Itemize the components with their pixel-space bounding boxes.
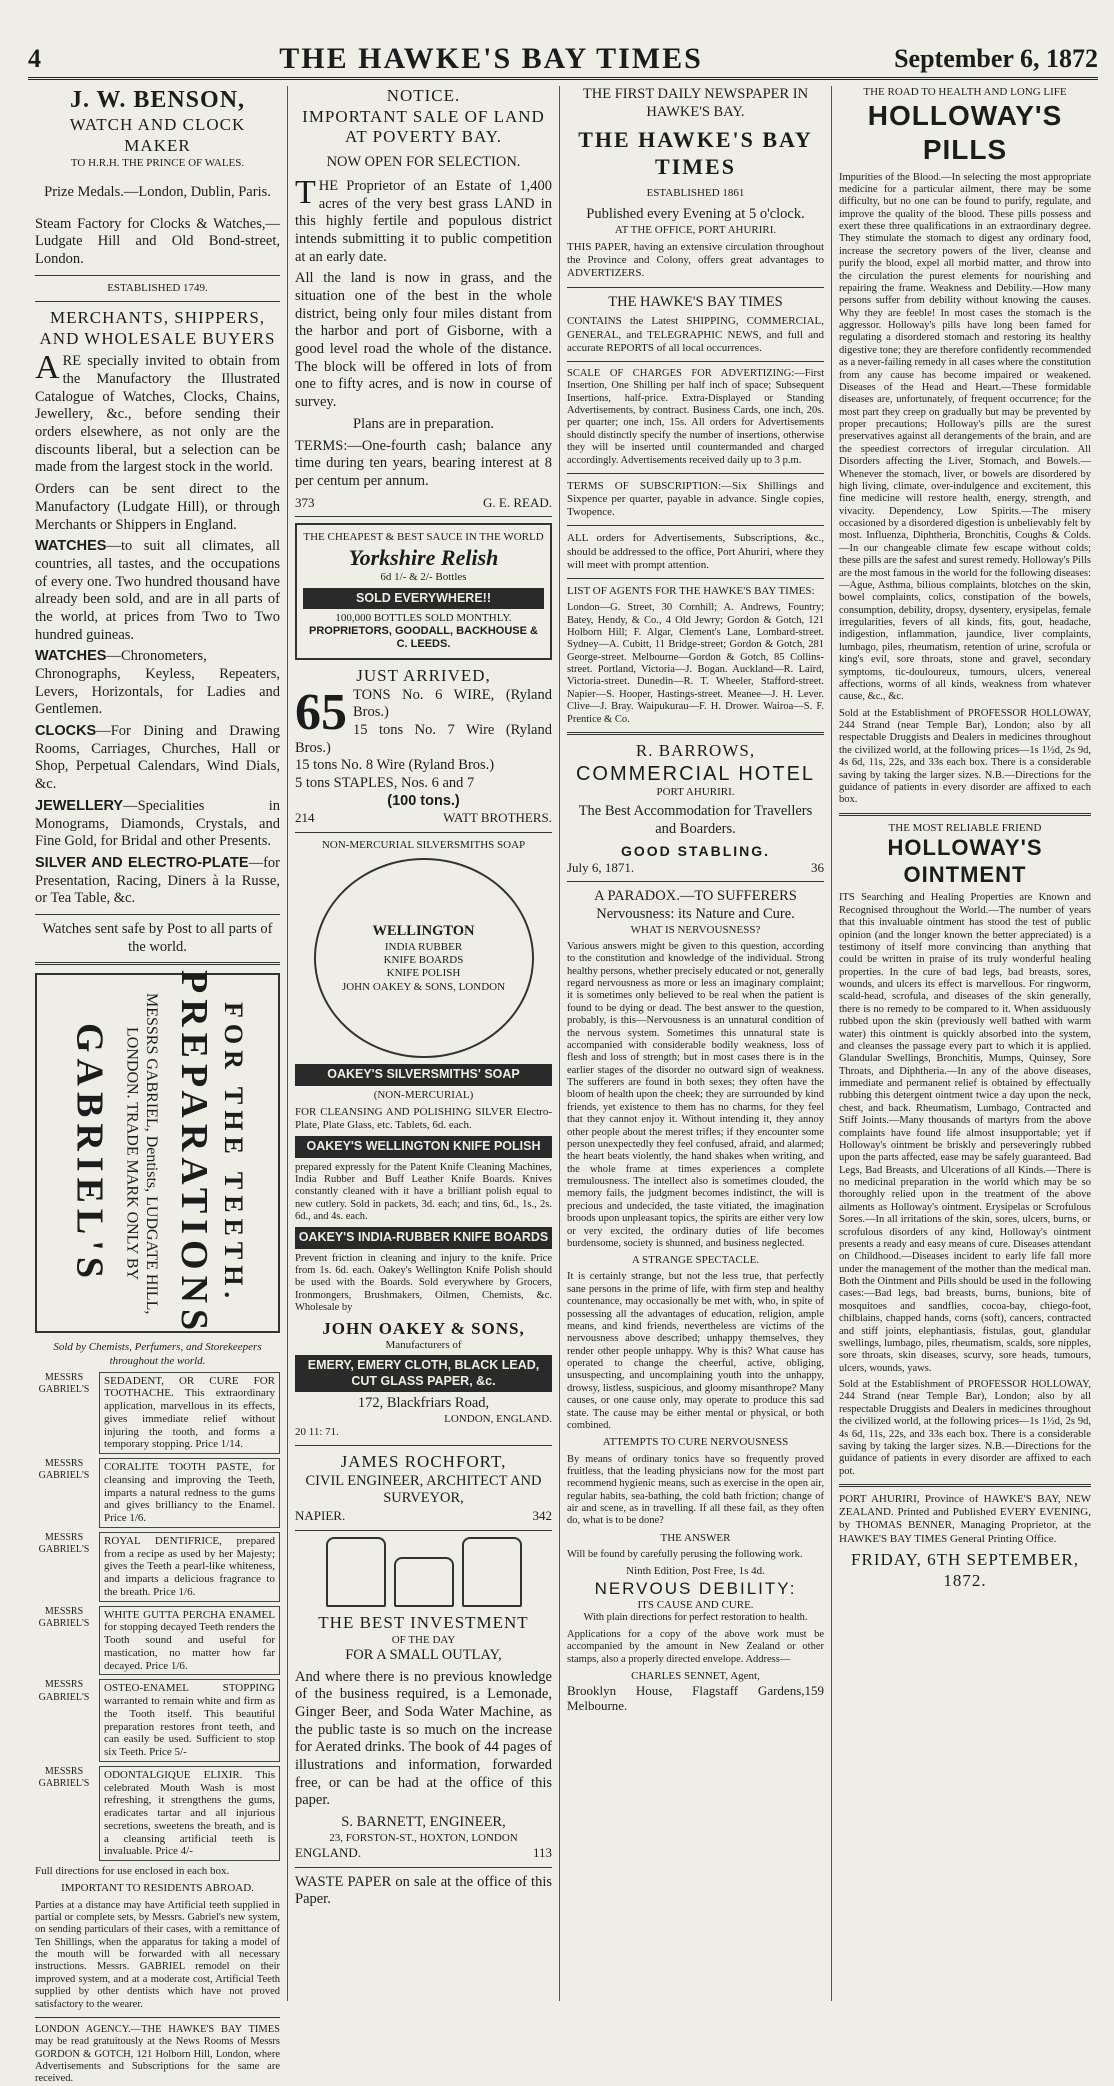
sale-heading: IMPORTANT SALE OF LAND AT POVERTY BAY. xyxy=(302,106,545,147)
oakey-soap: OAKEY'S SILVERSMITHS' SOAP xyxy=(295,1064,552,1085)
gabriel-item-text: ODONTALGIQUE ELIXIR. This celebrated Mouth Wash is most refreshing, it strengthens the gums, eradicates tartar and all injurious secretions, sweetens the breath, and is a cleansing artificial teeth is invaluable. Price 4/- xyxy=(99,1766,280,1861)
attempts-heading: ATTEMPTS TO CURE NERVOUSNESS xyxy=(602,1436,789,1449)
soda-machine-illustration xyxy=(295,1537,552,1607)
just-arrived: JUST ARRIVED, xyxy=(356,665,491,685)
office: AT THE OFFICE, PORT AHURIRI. xyxy=(614,223,777,236)
oakey-soap-text: FOR CLEANSING AND POLISHING SILVER Electro-Plate, Plate Glass, etc. Tablets, 6d. each. xyxy=(295,1105,552,1132)
gabriel-item-text: OSTEO-ENAMEL STOPPING warranted to remain white and firm as the Tooth itself. This beautiful preparation restores front teeth, and can easily be used. Sufficient to stop six Teeth. Price 5/- xyxy=(99,1679,280,1762)
wire-line: (100 tons.) xyxy=(387,792,460,809)
divider xyxy=(567,732,824,735)
strange-text: It is certainly strange, but not the less true, that perfectly sane persons in the prime of life, with firm step and healthy countenance, may occasionally be met with, who, in spite of possessing all the advantages of education, religion, ample means, and kind friends, nevertheless are victims of the nervousness above described; unhappy themselves, they render other people unhappy. Why is this? What cause has operated to change the cheerful, active, obliging, unsuspecting, and uncomplaining youth into the unhappy, drowsy, listless, suspicious, and gloomy misanthrope? Many causes, or one cause only, may operate to produce this sad state. The cause may be either mental or physical, or both combined. xyxy=(567,1271,824,1431)
invest-heading: THE BEST INVESTMENT xyxy=(318,1613,529,1632)
clocks-text: —For Dining and Drawing Rooms, Carriages, Churches, Hall or Shop, Perpetual Calendars, Wind Dials, &c. xyxy=(35,723,280,793)
nervous-sub: Nervousness: its Nature and Cure. xyxy=(596,906,795,923)
watches-heading: WATCHES xyxy=(35,538,107,555)
prize-medals: Prize Medals.—London, Dublin, Paris. xyxy=(44,183,271,200)
answer-text: Will be found by carefully perusing the following work. xyxy=(567,1548,803,1560)
important-text: Parties at a distance may have Artificial teeth supplied in partial or complete sets, by Messrs. Gabriel's new system, on sending particulars of their cases, with a remittance of Ten Shillings, when the apparatus for taking a model of the mouth will be forwarded with all necessary instructions. Messrs. GABRIEL remodel on their improved system, and at a moderate cost, Artificial Teeth supplied by other dentists which have not proved satisfactory to the wearer. xyxy=(35,1899,280,2010)
watches-heading-2: WATCHES xyxy=(35,648,107,665)
relish-bottles: 100,000 BOTTLES SOLD MONTHLY. xyxy=(335,611,512,624)
page-number: 4 xyxy=(28,43,41,73)
ad-number: 373 xyxy=(295,494,315,510)
oakey-boards-title: OAKEY'S INDIA-RUBBER KNIFE BOARDS xyxy=(295,1227,552,1248)
oakey-sons: JOHN OAKEY & SONS, xyxy=(322,1318,525,1338)
holloways-ointment-title: HOLLOWAY'S OINTMENT xyxy=(887,834,1043,887)
notice-heading: NOTICE. xyxy=(386,86,461,105)
paradox-heading: A PARADOX.—TO SUFFERERS xyxy=(594,888,797,905)
gabriel-sold: Sold by Chemists, Perfumers, and Storekeepers throughout the world. xyxy=(53,1341,262,1367)
relish-proprietors: PROPRIETORS, GOODALL, BACKHOUSE & C. LEEDS. xyxy=(309,625,538,651)
gabriel-label: MESSRS GABRIEL'S xyxy=(38,1765,90,1790)
waste-paper: WASTE PAPER on sale at the office of this Paper. xyxy=(295,1873,552,1908)
divider xyxy=(295,1530,552,1531)
relish-title: Yorkshire Relish xyxy=(348,544,499,570)
barrows: R. BARROWS, xyxy=(635,740,756,760)
road-heading: THE ROAD TO HEALTH AND LONG LIFE xyxy=(863,86,1067,98)
divider xyxy=(839,1484,1091,1487)
gabriel-item xyxy=(35,1606,280,1676)
rochfort-title: CIVIL ENGINEER, ARCHITECT AND SURVEYOR, xyxy=(305,1472,542,1507)
gabriel-item-text: CORALITE TOOTH PASTE, for cleansing and improving the Teeth, imparts a natural redness to the gums and gives brilliancy to the Enamel. Price 1/6. xyxy=(99,1458,280,1528)
benson-name: J. W. BENSON, xyxy=(69,87,246,113)
gabriel-label: MESSRS GABRIEL'S xyxy=(38,1605,90,1629)
gabriel-label: MESSRS GABRIEL'S xyxy=(38,1531,90,1556)
oakey-boards-text: Prevent friction in cleaning and injury to the knife. Price from 1s. 6d. each. Oakey's Wellington Knife Polish should be used with the Boards. Sold everywhere by Grocers, Ironmongers, Brushmakers, Oilmen, Chemists, &c. Wholesale by xyxy=(295,1252,552,1314)
divider xyxy=(35,275,280,276)
land-signature-row xyxy=(295,495,552,511)
what-is: WHAT IS NERVOUSNESS? xyxy=(630,923,761,936)
gabriel-trademark: MESSRS GABRIEL, Dentists, LUDGATE HILL, LONDON. TRADE MARK ONLY BY xyxy=(123,992,160,1314)
masthead xyxy=(28,40,1098,80)
barnett-address: 23, FORSTON-ST., HOXTON, LONDON xyxy=(329,1831,518,1844)
wire-65: 65 xyxy=(295,683,347,741)
relish-sold: SOLD EVERYWHERE!! xyxy=(303,588,544,609)
gabriel-label: MESSRS GABRIEL'S xyxy=(38,1458,90,1482)
oakey-boards: KNIFE BOARDS xyxy=(383,954,464,967)
divider xyxy=(567,287,824,288)
good-stabling: GOOD STABLING. xyxy=(620,842,771,859)
full-directions: Full directions for use enclosed in each box. xyxy=(35,1865,230,1878)
divider xyxy=(295,1445,552,1446)
oakey-nonmerc: (NON-MERCURIAL) xyxy=(373,1088,474,1101)
divider xyxy=(295,1867,552,1868)
merchants-heading: MERCHANTS, SHIPPERS, AND WHOLESALE BUYERS xyxy=(39,307,276,348)
contains: CONTAINS the Latest SHIPPING, COMMERCIAL, GENERAL, and TELEGRAPHIC NEWS, and full and accurate REPORTS of all local occurrences. xyxy=(567,315,824,354)
terms-subscription: TERMS OF SUBSCRIPTION:—Six Shillings and Sixpence per quarter, payable in advance. Single copies, Twopence. xyxy=(567,479,824,519)
divider xyxy=(295,832,552,833)
pills-text: Impurities of the Blood.—In selecting the most appropriate medicine for a particular ailment, there may be some difficulty, but no one can be found to purify, regulate, and improve the quality of the blood. These pills possess and exert these three qualifications in an extraordinary degree. They stimulate the stomach to digest any ordinary food, increase the secretory powers of the liver, cleanse and purify the blood, expel all morbid matter, and throw into the circulation the purest elements for nourishing and repairing the frame. Weakness and Debility.—How many persons suffer from debility without knowing the causes. Why they are feeble! In most cases the stomach is the aggressor. Holloway's pills have long been famed for regulating a disordered stomach and restoring its healthy digestive tone; they are therefore confidently recommended as a never-failing remedy in all cases where the constitution from any cause has become impaired or weakened. Diseases of the Head and Heart.—These formidable diseases are, unfortunately, of frequent occurrence; for the most part they creep on gradually but may be prevented by proper precautions; Holloway's pills are the surest preservatives against all derangements of the brain, and are the speediest correctors of irregular circulation. All Disorders affecting the Liver, Stomach, and Bowels.—Whenever the stomach, liver, or bowels are disordered by high living, climate, over-indulgence and excitement, this fine medicine will restore health, energy, strength, and vivacity. Dependency, Low Spirits.—The misery occasioned by a disordered digestion is unbelievably felt by most. Influenza, Diphtheria, Bronchitis, Coughs & Colds.—In our changeable climate few escape without colds; these pills are the safest and surest remedy. Holloway's Pills are the most famous in the world for the following diseases:—Ague, Asthma, bilious complaints, blotches on the skin, bowel complaints, colics, constipation of the bowels, consumption, debility, dropsy, dysentery, erysipelas, female irregularities, fevers of all kinds, fits, gout, headache, indigestion, inflammation, jaundice, liver complaints, lumbago, piles, rheumatism, retention of urine, scrofula or king's evil, sore throats, stone and gravel, secondary symptoms, tic-douloureux, tumours, ulcers, venereal affections, worms of all kinds, weakness from whatever cause, &c., &c. xyxy=(839,171,1091,703)
gabriel-item xyxy=(35,1679,280,1762)
gabriel-label: MESSRS GABRIEL'S xyxy=(38,1371,90,1395)
important-heading: IMPORTANT TO RESIDENTS ABROAD. xyxy=(61,1882,254,1895)
sennet: CHARLES SENNET, Agent, xyxy=(631,1669,760,1682)
oakey-knife: OAKEY'S WELLINGTON KNIFE POLISH xyxy=(295,1136,552,1157)
nervous-debility: NERVOUS DEBILITY: xyxy=(594,1578,797,1598)
divider xyxy=(35,962,280,965)
invest-sub: OF THE DAY xyxy=(391,1633,456,1646)
ad-number: 214 xyxy=(295,810,315,826)
relish-tagline: THE CHEAPEST & BEST SAUCE IN THE WORLD xyxy=(303,531,544,544)
scale-of-charges: SCALE OF CHARGES FOR ADVERTIZING:—First Insertion, One Shilling per half inch of space; Subsequent Insertions, half-price. Extra-Displayed or Standing Advertisements, by contract. Business Cards, one inch, 20s. per quarter; one inch, 15s. All orders for Advertisements should distinctly specify the number of insertions, otherwise they will be inserted until countermanded and charged accordingly. Advertisements received daily up to 3 p.m. xyxy=(567,367,824,466)
rochfort-row xyxy=(295,1508,552,1524)
gabriel-item xyxy=(35,1372,280,1455)
gabriel-item-text: SEDADENT, OR CURE FOR TOOTHACHE. This extraordinary application, marvellous in its effects, gives immediate relief without injuring the tooth, and forms a temporary stopping. Price 1/14. xyxy=(99,1372,280,1455)
clocks-heading: CLOCKS xyxy=(35,723,97,740)
barnett-row xyxy=(295,1845,552,1861)
applications: Applications for a copy of the above work must be accompanied by the amount in New Zealand or other stamps, also a properly directed envelope. Address— xyxy=(567,1628,824,1665)
times-heading: THE HAWKE'S BAY TIMES xyxy=(608,293,783,310)
machine-tank-icon xyxy=(326,1537,386,1607)
page-columns xyxy=(28,86,1098,2085)
wire-signature-row xyxy=(295,810,552,826)
sennet-row xyxy=(567,1683,824,1714)
column-4 xyxy=(832,86,1098,2001)
divider xyxy=(35,301,280,302)
divider xyxy=(35,2017,280,2018)
gabriel-for-teeth: FOR THE TEETH. xyxy=(218,1002,248,1305)
machine-tank-icon xyxy=(462,1537,522,1607)
oakey-soap-label: NON-MERCURIAL SILVERSMITHS SOAP xyxy=(321,839,526,852)
land-text-2: All the land is now in grass, and the situation one of the best in the whole district, being only four miles distant from the harbor and port of Gisborne, with a good level road the whole of the distance. The block will be offered in lots of from one to fifty acres, and is now in course of survey. xyxy=(295,270,552,411)
divider xyxy=(567,578,824,579)
oakey-india: INDIA RUBBER xyxy=(384,940,463,953)
oakey-london: LONDON, ENGLAND. xyxy=(444,1412,552,1425)
watches-text: —to suit all climates, all countries, all tastes, and the occupations of every one. Two hundred thousand have already been sold, and are in all parts of the world, at prices from Two to Two hundred guineas. xyxy=(35,538,280,643)
ninth-edition: Ninth Edition, Post Free, 1s 4d. xyxy=(626,1565,765,1578)
ad-number: 36 xyxy=(811,859,824,875)
divider xyxy=(567,361,824,362)
column-2 xyxy=(288,86,560,2001)
gabriel-item xyxy=(35,1458,280,1528)
ad-number: 159 xyxy=(804,1683,824,1699)
barnett: S. BARNETT, ENGINEER, xyxy=(341,1814,506,1831)
wire-line: 15 tons No. 8 Wire (Ryland Bros.) xyxy=(295,757,495,774)
rochfort-place: NAPIER. xyxy=(295,1508,346,1524)
oakey-wellington: WELLINGTON xyxy=(372,923,475,940)
divider xyxy=(295,516,552,517)
oakey-polish: KNIFE POLISH xyxy=(386,967,461,980)
signature: G. E. READ. xyxy=(483,494,552,510)
gabriel-item-text: WHITE GUTTA PERCHA ENAMEL for stopping decayed Teeth renders the Tooth sound and useful for mastication, no matter how far decayed. Price 1/6. xyxy=(99,1606,280,1676)
nervous-text: Various answers might be given to this question, according to the constitution and knowledge of the individual. Strong healthy persons, whether precisely educated or not, generally regard nervousness as more or less an imaginary complaint; it is sometimes only believed to be real when the patient is found to be dying or dead. The best answer to the question, probably, is this—Nervousness is an unnatural condition of the nervous system. Sometimes this unnatural state is accompanied with considerable bodily weakness, loss of flesh and loss of strength; but in most cases there is in the earlier stages of the disorder no outward sign of weakness. The sufferers are found in both sexes; they often have the bloom of health upon the cheek; they are surrounded by kind friends, yet existence to them has no charms, for they feel that they cannot enjoy it. Without intending it, they annoy other people about the merest trifles; if they encounter some person unexpectedly they feel confused, afraid, and alarmed; the heart beats violently, the hand shakes when writing, and the whole frame at times experiences a complete tremulousness. The intellect also is sometimes clouded, the memory fails, the judgment becomes indistinct, the will is precious and undecided, the taste vitiated, the imagination broods upon unpleasant topics, the spirits are either very low or very excited, the ordinary duties of life becomes burdensome, society is shunned, and business neglected. xyxy=(567,940,824,1249)
brooklyn: Brooklyn House, Flagstaff Gardens, Melbourne. xyxy=(567,1683,805,1714)
times-arch-title: THE HAWKE'S BAY TIMES xyxy=(578,127,813,180)
port: PORT AHURIRI. xyxy=(656,786,735,799)
signature: WATT BROTHERS. xyxy=(443,810,552,826)
agents-text: London—G. Street, 30 Cornhill; A. Andrews, Fountry; Batey, Hendy, & Co., 4 Old Jewry; Gordon & Gotch, 121 Holborn Hill; F. Algar, Clement's Lane, Lombard-street. Sydney—A. Cubitt, 11 Bridge-street; Gordon & Gotch, 281 George-street. Melbourne—Gordon & Gotch, 85 Collins-street. Portland, Victoria—J. Bogan. Auckland—R. Laird, Victoria-street. Dunedin—R. T. Wheeler, Stafford-street. Napier—S. Hooper, Hastings-street. Meanee—J. H. Lever. Clive—J. Bray. Waipukurau—F. H. Drower. Wairoa—S. F. Prentice & Co. xyxy=(567,602,824,725)
gabriel-item-text: ROYAL DENTIFRICE, prepared from a recipe as used by her Majesty; gives the Teeth a pearl-like whiteness, and imparts a delicious fragrance to the breath. Price 1/6. xyxy=(99,1532,280,1602)
invest-sub-2: FOR A SMALL OUTLAY, xyxy=(345,1646,502,1663)
barnett-england: ENGLAND. xyxy=(295,1844,362,1860)
paper-text: THIS PAPER, having an extensive circulation throughout the Province and Colony, offers great advantages to ADVERTIZERS. xyxy=(567,241,824,280)
oakey-portrait-emblem xyxy=(314,858,534,1058)
column-1 xyxy=(28,86,288,2085)
oakey-manu: Manufacturers of xyxy=(385,1339,462,1352)
answer-heading: THE ANSWER xyxy=(660,1531,731,1544)
london-agency: LONDON AGENCY.—THE HAWKE'S BAY TIMES may be read gratuitously at the News Rooms of Messrs GORDON & GOTCH, 121 Holborn Hill, London, where Advertisements and Subscriptions for the same are received. xyxy=(35,2023,280,2085)
divider xyxy=(35,914,280,915)
land-text: THE Proprietor of an Estate of 1,400 acres of the very best grass LAND in this highly fertile and populous district intends submitting it to public competition at an early date. xyxy=(295,173,552,265)
ointment-sold-at: Sold at the Establishment of PROFESSOR HOLLOWAY, 244 Strand (near Temple Bar), London; also by all respectable Druggists and Dealers in medicines throughout the civilized world, at the following prices—1s 1½d, 2s 9d, 4s 6d, 11s, 22s, and 33s each box. There is a considerable saving by taking the larger sizes. N.B.—Directions for the guidance of patients in every disorder are affixed to each pot. xyxy=(839,1379,1091,1477)
gabriel-name: GABRIEL'S xyxy=(68,1022,111,1284)
footer-date: FRIDAY, 6TH SEPTEMBER, 1872. xyxy=(851,1549,1079,1590)
agents-heading: LIST OF AGENTS FOR THE HAWKE'S BAY TIMES: xyxy=(567,585,815,598)
jewellery-text: —Specialities in Monograms, Diamonds, Crystals, and Fine Gold, for Bridal and other Presents. xyxy=(35,797,280,850)
steam-factory: Steam Factory for Clocks & Watches,—Ludgate Hill and Old Bond-street, London. xyxy=(35,215,280,267)
gabriel-advert-graphic xyxy=(35,970,280,1337)
ointment-text: ITS Searching and Healing Properties are Known and Recognised throughout the World.—The number of years that this invaluable ointment has stood the test of public opinion (and the longer known the better appreciated) is a testimony of itself more convincing than anything that could be written in praise of its truly wonderful healing properties. In the cure of bad legs, bad breasts, sores, wounds, and ulcers its effect is marvellous. For ringworm, scald-head, scrofula, and diseases of the skin generally, there is no remedy to be compared to it. When assiduously rubbed upon the skin (previously well bathed with warm water) this ointment is quickly absorbed into the system, and cleanses the passage every part to which it is applied. Glandular Swellings, Bronchitis, Mumps, Quinsey, Sore Throats, and Diphtheria.—In any of the above diseases, immediate and permanent relief is obtained by effectually rubbing this detergent ointment twice a day upon the neck, chest, and back. Rheumatism, Lumbago, Contracted and Stiff Joints.—Many thousands of martyrs from the above complaints have found life almost insupportable; yet if Holloway's ointment be briskly and perseveringly rubbed upon the parts affected, ease may be safely guaranteed. Bad Legs, Bad Breasts, and Ulcerations of all Kinds.—There is no medicinal preparation in the world which may be so thoroughly relied upon in the treatment of the above ailments as Holloway's ointment. Erysipelas or Scrofulous Sores.—In all irritations of the skin, sores, ulcers, burns, or scrofulous disorders of any kind, Holloway's ointment presents a ready and easy means of cure. Diseases attendant on Childhood.—Diseases incident to early life fall more under the management of the mother than the medical man. Both the Ointment and Pills should be used in the following cases:—Bad legs, bad breasts, burns, bunions, bite of mosquitoes and sandflies, cocoa-bay, chiego-foot, chilblains, chapped hands, corns (soft), cancers, contracted and stiff joints, elephantiasis, fistulas, gout, glandular swellings, lumbago, piles, rheumatism, scalds, sore nipples, sore throats, skin diseases, scurvy, sore heads, tumours, ulcers, wounds, yaws. xyxy=(839,892,1091,1374)
wire-line: TONS No. 6 WIRE, (Ryland Bros.) xyxy=(353,686,552,721)
watches-text-2: —Chronometers, Chronographs, Keyless, Repeaters, Levers, Horizontals, for Ladies and Gentlemen. xyxy=(35,648,280,718)
benson-trade: WATCH AND CLOCK MAKER xyxy=(69,115,246,155)
silver-text: —for Presentation, Racing, Diners à la Russe, or Tea Table, &c. xyxy=(35,854,280,907)
attempts-text: By means of ordinary tonics have so frequently proved fruitless, that the leading physicians now for the most part recommend hygienic means, such as exercise in the open air, regular habits, sea-bathing, the cold bath friction; change of air and scene, as in travelling. If all these fail, as they often do, what is to be done? xyxy=(567,1453,824,1527)
silver-heading: SILVER AND ELECTRO-PLATE xyxy=(35,854,249,871)
imprint: PORT AHURIRI, Province of HAWKE'S BAY, NEW ZEALAND. Printed and Published EVERY EVENING, by THOMAS BENNER, Managing Proprietor, at the HAWKE'S BAY TIMES General Printing Office. xyxy=(839,1493,1091,1545)
column-3 xyxy=(560,86,832,2001)
commercial-hotel: COMMERCIAL HOTEL xyxy=(575,762,816,785)
best-accommodation: The Best Accommodation for Travellers and Boarders. xyxy=(578,803,813,837)
established: ESTABLISHED 1749. xyxy=(107,281,208,294)
benson-royal: TO H.R.H. THE PRINCE OF WALES. xyxy=(70,156,245,169)
terms: TERMS:—One-fourth cash; balance any time during ten years, bearing interest at 8 per centum per annum. xyxy=(295,437,552,489)
first-daily: THE FIRST DAILY NEWSPAPER IN HAWKE'S BAY. xyxy=(582,86,809,120)
hotel-row xyxy=(567,860,824,876)
issue-date: September 6, 1872 xyxy=(894,43,1098,73)
invest-text: And where there is no previous knowledge of the business required, is a Lemonade, Ginger Beer, and Soda Water Machine, as the public taste is so much on the increase for Aerated drinks. The book of 44 pages of illustrations and information, forwarded free, or can be had at the office of this paper. xyxy=(295,1668,552,1809)
jewellery-heading: JEWELLERY xyxy=(35,797,124,814)
holloways-pills-title: HOLLOWAY'S PILLS xyxy=(867,100,1063,166)
strange-heading: A STRANGE SPECTACLE. xyxy=(631,1254,760,1267)
reliable-heading: THE MOST RELIABLE FRIEND xyxy=(888,821,1042,834)
established: ESTABLISHED 1861 xyxy=(646,187,745,200)
rochfort-name: JAMES ROCHFORT, xyxy=(340,1452,507,1472)
oakey-knife-text: prepared expressly for the Patent Knife Cleaning Machines, India Rubber and Buff Leather Knife Boards. Knives constantly cleaned with it have a brilliant polish equal to new cutlery. Sold in packets, 3d. each; and tins, 6d., 1s., 2s. 6d., and 4s. each. xyxy=(295,1161,552,1223)
cause-cure: ITS CAUSE AND CURE. xyxy=(637,1599,754,1612)
newspaper-title: THE HAWKE'S BAY TIMES xyxy=(279,41,703,75)
divider xyxy=(567,473,824,474)
oakey-emery: EMERY, EMERY CLOTH, BLACK LEAD, CUT GLASS PAPER, &c. xyxy=(295,1355,552,1392)
plain-directions: With plain directions for perfect restoration to health. xyxy=(583,1612,808,1624)
gabriel-item xyxy=(35,1766,280,1861)
relish-price: 6d 1/- & 2/- Bottles xyxy=(380,571,467,584)
oakey-maker: JOHN OAKEY & SONS, LONDON xyxy=(341,980,506,993)
pills-sold-at: Sold at the Establishment of PROFESSOR HOLLOWAY, 244 Strand (near Temple Bar), London; also by all respectable Druggists and Dealers in medicines throughout the civilized world, at the following prices—1s 1½d, 2s 9d, 4s 6d, 11s, 22s, and 33s each box. There is a considerable saving by taking the larger sizes. N.B.—Directions for the guidance of patients in every disorder are affixed to each box. xyxy=(839,707,1091,806)
gabriel-label: MESSRS GABRIEL'S xyxy=(38,1679,90,1703)
gabriel-item xyxy=(35,1532,280,1602)
gabriel-preparations: PREPARATIONS xyxy=(173,970,216,1337)
wire-line: 15 tons No. 7 Wire (Ryland Bros.) xyxy=(295,722,552,756)
hotel-date: July 6, 1871. xyxy=(567,859,635,875)
divider xyxy=(839,813,1091,816)
orders-text: Orders can be sent direct to the Manufactory (Ludgate Hill), or through Merchants or Shippers in England. xyxy=(35,481,280,533)
watches-post: Watches sent safe by Post to all parts of the world. xyxy=(42,920,273,955)
oakey-address: 172, Blackfriars Road, xyxy=(357,1394,490,1411)
ad-number: 342 xyxy=(532,1508,552,1524)
divider xyxy=(567,881,824,882)
divider xyxy=(567,525,824,526)
relish-advert xyxy=(295,523,552,659)
oakey-date: 20 11: 71. xyxy=(295,1425,339,1438)
plans: Plans are in preparation. xyxy=(353,415,494,432)
published: Published every Evening at 5 o'clock. xyxy=(586,206,805,223)
selection-heading: NOW OPEN FOR SELECTION. xyxy=(326,154,521,171)
machine-tank-icon xyxy=(394,1557,454,1607)
wire-line: 5 tons STAPLES, Nos. 6 and 7 xyxy=(295,775,475,792)
merchants-text: ARE specially invited to obtain from the Manufactory the Illustrated Catalogue of Watches, Clocks, Chains, Jewellery, &c., before sending their orders elsewhere, as not only are the discounts liberal, but a selection can be made from the largest stock in the world. xyxy=(35,349,280,476)
ad-number: 113 xyxy=(532,1844,552,1860)
all-orders: ALL orders for Advertisements, Subscriptions, &c., should be addressed to the office, Port Ahuriri, where they will meet with prompt attention. xyxy=(567,532,824,571)
